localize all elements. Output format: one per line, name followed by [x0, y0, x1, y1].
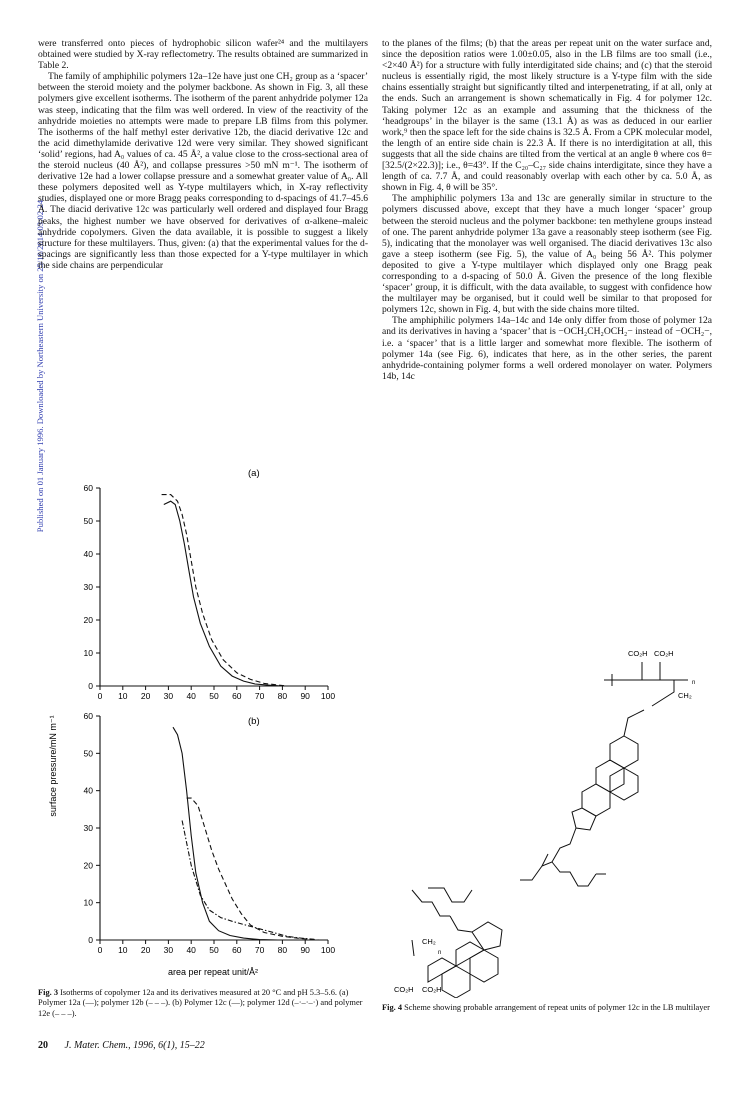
x-tick-label: 60	[232, 691, 242, 701]
isotherm-curve-solid	[173, 727, 278, 940]
y-tick-label: 0	[88, 681, 93, 691]
x-tick-label: 100	[320, 691, 336, 701]
x-tick-label: 20	[140, 945, 151, 955]
x-tick-label: 40	[186, 691, 196, 701]
x-axis-label: area per repeat unit/Å²	[167, 967, 259, 977]
page-footer	[38, 1040, 205, 1051]
y-axis-label: surface pressure/mN m⁻¹	[48, 715, 58, 817]
page-number: 20	[38, 1040, 48, 1051]
x-tick-label: 10	[118, 945, 128, 955]
left-paragraph-2: The family of amphiphilic polymers 12a–12e have just one CH₂ group as a ‘spacer’ between the steroid moiety and the polymer backbone. As shown in Fig. 3, all these polymers give excellent isotherms. The isotherm of the parent anhydride polymer 12a was steep, indicating that the film was well ordered. In view of the reactivity of the anhydride moieties no attempts were made to prepare LB films from this polymer. The isotherms of the half methyl ester derivative 12b, the diacid derivative 12c and the acid dimethylamide derivative 12d were very similar. They showed significant ‘solid’ regions, had A₀ values of ca. 45 Å², a value close to the cross-sectional area of the steroid nucleus (40 Å²), and collapse pressures >50 mN m⁻¹. The isotherm of derivative 12e had a lower collapse pressure and a somewhat greater value of A₀. All these polymers deposited well as Y-type multilayers which, in X-ray reflectivity studies, displayed one or more Bragg peaks corresponding to d-spacings of 41.7–45.6 Å. The diacid derivative 12c was particularly well ordered and displayed four Bragg peaks, the highest number we have observed for derivatives of α-alkene–maleic anhydride copolymers. Given the data available, it is possible to suggest a likely structure for these multilayers. Thus, given: (a) that the experimental values for the d-spacings are significantly less than those expected for a Y-type multilayer in which the side chains are perpendicular	[38, 71, 368, 271]
x-tick-label: 10	[118, 691, 128, 701]
download-watermark	[0, 0, 45, 700]
bottom-n-label: n	[438, 950, 442, 956]
x-tick-label: 90	[300, 945, 310, 955]
fig3-isotherm-charts	[38, 448, 368, 983]
x-tick-label: 90	[300, 691, 310, 701]
axes	[100, 488, 328, 686]
bottom-co2h-label-1: CO₂H	[394, 985, 414, 994]
right-column	[382, 38, 712, 382]
fig3-caption-text: Isotherms of copolymer 12a and its derivatives measured at 20 °C and pH 5.3–5.6. (a) Polymer 12a (—); polymer 12b (– – –). (b) Polymer 12c (—); polymer 12d (–·–·–·) and polymer 12e (– – –).	[38, 988, 363, 1018]
x-tick-label: 30	[163, 945, 174, 955]
x-tick-label: 100	[320, 945, 336, 955]
y-tick-label: 60	[83, 483, 93, 493]
isotherm-curve-dashed	[187, 798, 319, 940]
download-watermark-text: Published on 01 January 1996. Downloaded by Northeastern University on 25/10/2014 03:02:24.	[35, 197, 45, 533]
fig4-caption-label: Fig. 4	[382, 1003, 403, 1012]
panel-a	[84, 468, 336, 701]
panel-b	[84, 711, 336, 955]
top-polymer-backbone	[604, 662, 688, 706]
journal-citation: J. Mater. Chem., 1996, 6(1), 15–22	[64, 1040, 205, 1051]
panel-label: (b)	[248, 716, 260, 727]
x-tick-label: 40	[186, 945, 196, 955]
top-co2h-label-2: CO₂H	[654, 649, 674, 658]
bottom-polymer-backbone	[412, 940, 414, 956]
left-column	[38, 38, 368, 271]
y-tick-label: 50	[83, 748, 93, 759]
top-n-label: n	[692, 680, 696, 686]
y-tick-label: 20	[83, 615, 93, 625]
right-paragraph-2: The amphiphilic polymers 13a and 13c are generally similar in structure to the polymers discussed above, except that they have a much longer ‘spacer’ group between the steroid nucleus and the polymer backbone: ten methylene groups instead of one. The parent anhydride polymer 13a gave a reasonably steep isotherm (see Fig. 5), indicating that the monolayer was well organised. The diacid derivatives 13c also gave a steep isotherm (see Fig. 5), the value of A₀ being 56 Å². This polymer deposited to give a Y-type multilayer which displayed only one Bragg peak corresponding to a d-spacing of 50.0 Å. Given the presence of the long flexible ‘spacer’ group, it is difficult, with the data available, to suggest with confidence how the multilayer may be organised, but it could well be similar to that proposed for polymers 12c, shown in Fig. 4, but with the side chains more tilted.	[382, 193, 712, 316]
y-tick-label: 0	[88, 935, 93, 945]
isotherm-curve-solid	[164, 501, 283, 686]
fig4-caption-text: Scheme showing probable arrangement of repeat units of polymer 12c in the LB multilayer	[402, 1003, 710, 1012]
y-tick-label: 60	[83, 711, 93, 721]
x-tick-label: 60	[232, 945, 242, 955]
y-tick-label: 10	[83, 648, 93, 658]
y-tick-label: 30	[83, 582, 93, 592]
fig4-structure-scheme	[392, 640, 722, 998]
upper-steroid-chain	[520, 710, 644, 886]
bottom-co2h-label-2: CO₂H	[422, 985, 442, 994]
x-tick-label: 50	[209, 945, 219, 955]
y-tick-label: 20	[83, 860, 93, 871]
bottom-ch2-label: CH₂	[422, 937, 436, 946]
x-tick-label: 80	[277, 691, 288, 701]
left-paragraph-1: were transferred onto pieces of hydrophobic silicon wafer²⁴ and the multilayers obtained were studied by X-ray reflectometry. The results obtained are summarized in Table 2.	[38, 38, 368, 72]
y-tick-label: 50	[83, 516, 93, 526]
top-ch2-label: CH₂	[678, 691, 692, 700]
panel-label: (a)	[248, 468, 260, 479]
x-tick-label: 50	[209, 691, 219, 701]
right-paragraph-1: to the planes of the films; (b) that the areas per repeat unit on the water surface and, since the deposition ratios were 1.00±0.05, also in the LB films are too small (i.e., <2×40 Å²) for a structure with fully interdigitated side chains; and (c) that the steroid nucleus is essentially rigid, the most likely structure is a Y-type film with the side chains essentially straight but significantly tilted and interpenetrating, if at all, only at the ends. Such an arrangement is shown schematically in Fig. 4 for polymer 12c. Taking polymer 12c as an example and assuming that the thickness of the ‘headgroups’ in the bilayer is the same (13.1 Å) as was as deduced in our earlier work,⁹ then the space left for the side chains is 32.5 Å. From a CPK molecular model, the length of an entire side chain is 22.3 Å. If there is no interdigitation at all, this suggests that all the side chains are tilted from the vertical at an angle θ where cos θ=[32.5/(2×22.3)]; i.e., θ=43°. If the C₂₀–C₂₇ side chains interdigitate, since they have a length of ca. 7.7 Å, and could reasonably overlap with each other by ca. 5.0 Å, as shown in Fig. 4, θ will be 35°.	[382, 38, 712, 194]
fig3-caption	[38, 988, 368, 1019]
x-tick-label: 0	[97, 691, 103, 701]
x-tick-label: 70	[254, 691, 265, 701]
isotherm-curve-dashdot	[182, 821, 314, 940]
axes	[100, 716, 328, 940]
right-paragraph-3: The amphiphilic polymers 14a–14c and 14e only differ from those of polymer 12a and its derivatives in having a ‘spacer’ that is −OCH₂CH₂OCH₂− instead of −OCH₂−, i.e. a ‘spacer’ that is a little larger and somewhat more flexible. The isotherm of polymer 14a (see Fig. 6), indicates that here, as in the other series, the parent anhydride-containing polymer forms a well ordered monolayer on water. Polymers 14b, 14c	[382, 315, 712, 382]
top-co2h-label-1: CO₂H	[628, 649, 648, 658]
y-tick-label: 30	[83, 823, 93, 833]
y-tick-label: 40	[83, 785, 93, 796]
x-tick-label: 70	[254, 945, 265, 955]
x-tick-label: 0	[97, 945, 103, 955]
x-tick-label: 20	[140, 691, 151, 701]
x-tick-label: 80	[277, 945, 288, 955]
fig3-caption-label: Fig. 3	[38, 988, 59, 997]
y-tick-label: 10	[83, 897, 93, 908]
y-tick-label: 40	[83, 549, 93, 559]
x-tick-label: 30	[163, 691, 174, 701]
fig4-caption	[382, 1003, 712, 1013]
